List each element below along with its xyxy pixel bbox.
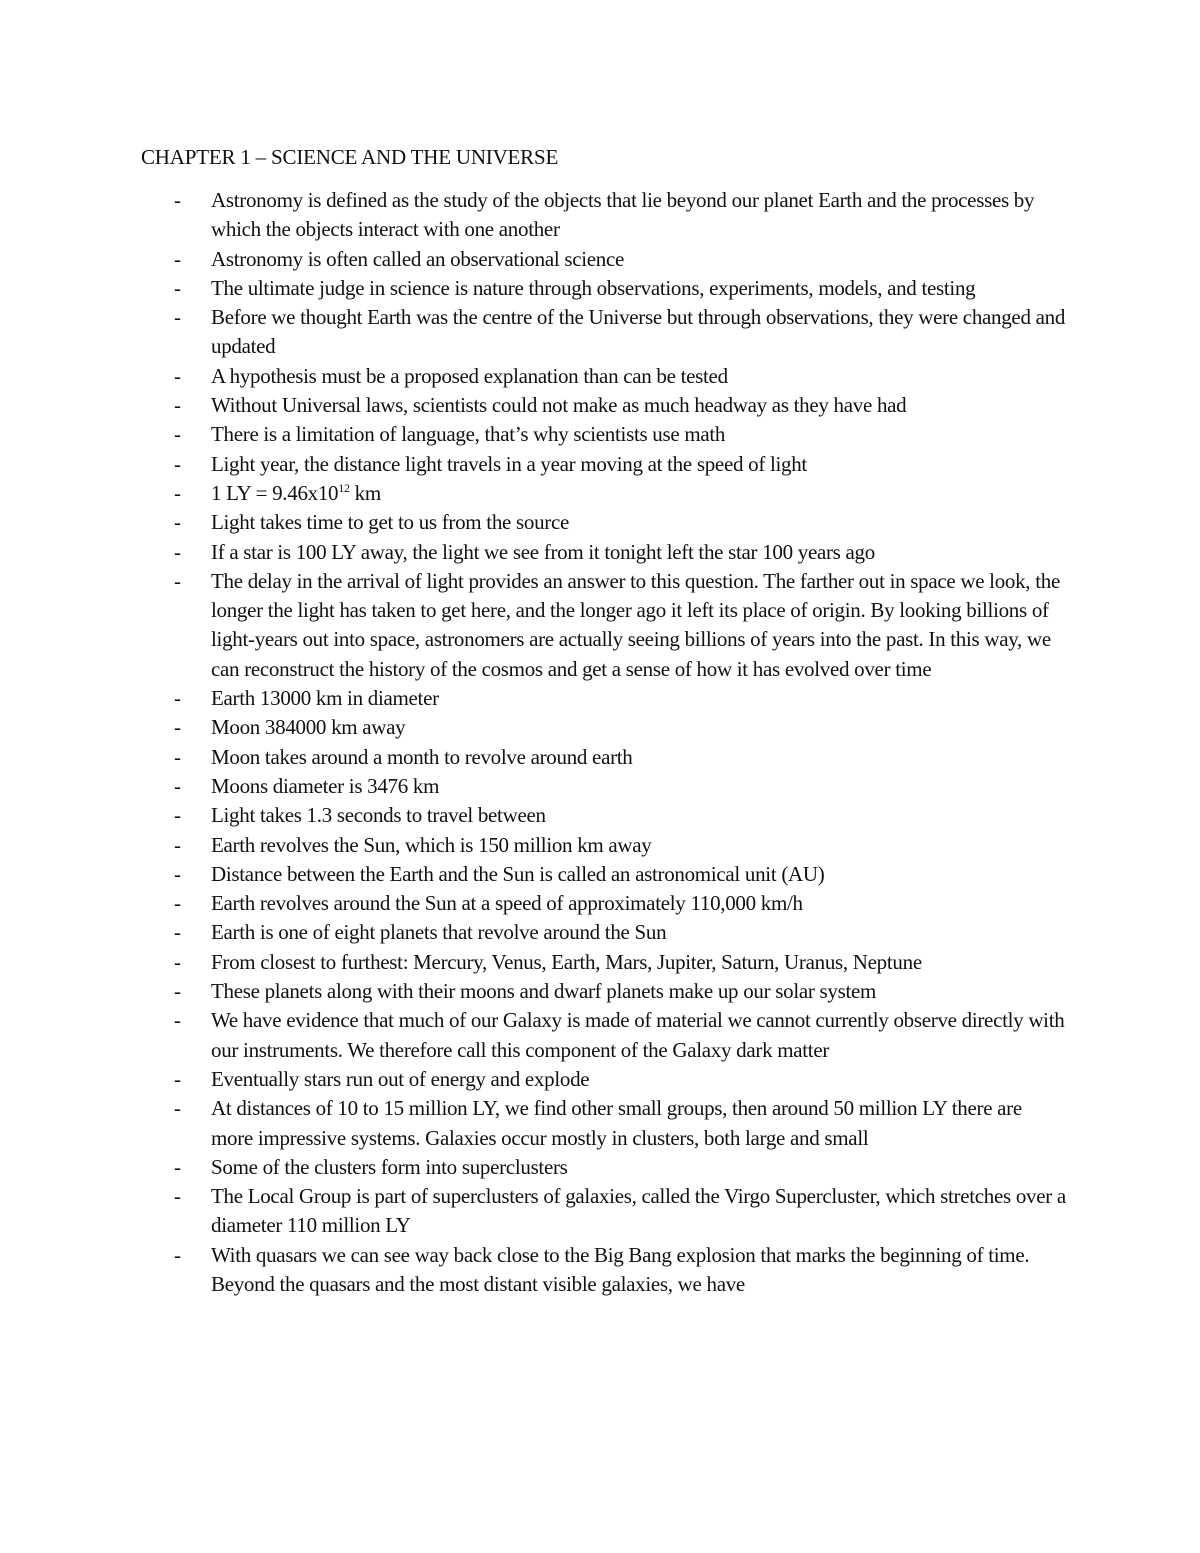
bullet-dash: - (174, 275, 181, 300)
bullet-text: These planets along with their moons and dwarf planets make up our solar system (211, 979, 877, 1004)
bullet-text: 1 LY = 9.46x10 (211, 480, 339, 505)
chapter-title: CHAPTER 1 – SCIENCE AND THE UNIVERSE (141, 145, 559, 169)
bullet-dash: - (174, 715, 181, 740)
list-item (0, 274, 1066, 303)
bullet-text: Light takes time to get to us from the source (211, 510, 569, 535)
bullet-dash: - (174, 393, 181, 418)
bullet-dash: - (174, 246, 181, 271)
list-item (0, 1182, 1066, 1241)
list-item (0, 977, 1066, 1006)
bullet-text: We have evidence that much of our Galaxy is made of material we cannot currently observe directly with our instruments. We therefore call this component of the Galaxy dark matter (211, 1008, 1065, 1062)
bullet-text: Astronomy is defined as the study of the objects that lie beyond our planet Earth and the processes by which the objects interact with one another (211, 188, 1035, 242)
bullet-dash: - (174, 686, 181, 711)
bullet-text: A hypothesis must be a proposed explanation than can be tested (211, 363, 728, 388)
list-item (0, 743, 1066, 772)
list-item (0, 918, 1066, 947)
bullet-dash: - (174, 891, 181, 916)
list-item (0, 567, 1066, 684)
list-item (0, 391, 1066, 420)
bullet-dash: - (174, 422, 181, 447)
list-item (0, 860, 1066, 889)
bullet-text: Light takes 1.3 seconds to travel between (211, 803, 546, 828)
bullet-dash: - (174, 949, 181, 974)
bullet-text: Moon 384000 km away (211, 715, 406, 740)
bullet-dash: - (174, 480, 181, 505)
bullet-text: Without Universal laws, scientists could not make as much headway as they have had (211, 393, 907, 418)
bullet-dash: - (174, 188, 181, 212)
list-item (0, 186, 1066, 245)
bullet-dash: - (174, 363, 181, 388)
list-item (0, 245, 1066, 274)
bullet-text: There is a limitation of language, that’s why scientists use math (211, 422, 726, 447)
bullet-text: Moons diameter is 3476 km (211, 773, 440, 798)
list-item (0, 684, 1066, 713)
list-item (0, 508, 1066, 537)
list-item (0, 1241, 1066, 1300)
list-item (0, 1065, 1066, 1094)
list-item (0, 362, 1066, 391)
bullet-text: The ultimate judge in science is nature through observations, experiments, models, and testing (211, 275, 976, 300)
bullet-text: Some of the clusters form into superclusters (211, 1154, 568, 1179)
bullet-dash: - (174, 979, 181, 1004)
list-item (0, 948, 1066, 977)
bullet-dash: - (174, 510, 181, 535)
notes-list (0, 186, 1200, 1299)
bullet-text: Distance between the Earth and the Sun is called an astronomical unit (AU) (211, 861, 825, 886)
bullet-text: The delay in the arrival of light provides an answer to this question. The farther out in space we look, the longer the light has taken to get here, and the longer ago it left its place of origin. By looking billions of light-years out into space, astronomers are actually seeing billions of years into the past. In this way, we can reconstruct the history of the cosmos and get a sense of how it has evolved over time (211, 568, 1060, 681)
bullet-dash: - (174, 539, 181, 564)
list-item (0, 303, 1066, 362)
bullet-text: Earth 13000 km in diameter (211, 686, 439, 711)
list-item (0, 1006, 1066, 1065)
bullet-dash: - (174, 1096, 181, 1121)
bullet-dash: - (174, 305, 181, 330)
bullet-text: Light year, the distance light travels in a year moving at the speed of light (211, 451, 807, 476)
list-item (0, 420, 1066, 449)
bullet-dash: - (174, 1184, 181, 1209)
bullet-dash: - (174, 1066, 181, 1091)
bullet-text: From closest to furthest: Mercury, Venus, Earth, Mars, Jupiter, Saturn, Uranus, Neptune (211, 949, 922, 974)
bullet-dash: - (174, 1008, 181, 1033)
list-item (0, 450, 1066, 479)
list-item (0, 1153, 1066, 1182)
bullet-text: With quasars we can see way back close to the Big Bang explosion that marks the beginning of time. Beyond the quasars and the most distant visible galaxies, we have (211, 1242, 1030, 1296)
exponent: 12 (338, 480, 350, 495)
bullet-text: If a star is 100 LY away, the light we see from it tonight left the star 100 years ago (211, 539, 875, 564)
bullet-dash: - (174, 451, 181, 476)
bullet-dash: - (174, 773, 181, 798)
list-item (0, 538, 1066, 567)
bullet-text: Before we thought Earth was the centre of the Universe but through observations, they were changed and updated (211, 305, 1066, 359)
bullet-text: Moon takes around a month to revolve around earth (211, 744, 633, 769)
unit-text: km (349, 480, 381, 505)
bullet-dash: - (174, 1242, 181, 1267)
bullet-text: Earth is one of eight planets that revolve around the Sun (211, 920, 667, 945)
list-item (0, 889, 1066, 918)
bullet-text: Astronomy is often called an observational science (211, 246, 625, 271)
list-item (0, 772, 1066, 801)
bullet-dash: - (174, 744, 181, 769)
bullet-dash: - (174, 832, 181, 857)
list-item (0, 479, 1066, 508)
bullet-dash: - (174, 1154, 181, 1179)
bullet-text: The Local Group is part of superclusters of galaxies, called the Virgo Supercluster, which stretches over a diameter 110 million LY (211, 1184, 1066, 1238)
bullet-text: Earth revolves the Sun, which is 150 million km away (211, 832, 652, 857)
bullet-text: Earth revolves around the Sun at a speed of approximately 110,000 km/h (211, 891, 803, 916)
bullet-dash: - (174, 568, 181, 593)
bullet-text: At distances of 10 to 15 million LY, we find other small groups, then around 50 million LY there are more impressive systems. Galaxies occur mostly in clusters, both large and small (211, 1096, 1022, 1150)
list-item (0, 831, 1066, 860)
list-item (0, 713, 1066, 742)
bullet-text: Eventually stars run out of energy and explode (211, 1066, 590, 1091)
bullet-dash: - (174, 920, 181, 945)
bullet-dash: - (174, 861, 181, 886)
list-item (0, 801, 1066, 830)
bullet-dash: - (174, 803, 181, 828)
list-item (0, 1094, 1066, 1153)
